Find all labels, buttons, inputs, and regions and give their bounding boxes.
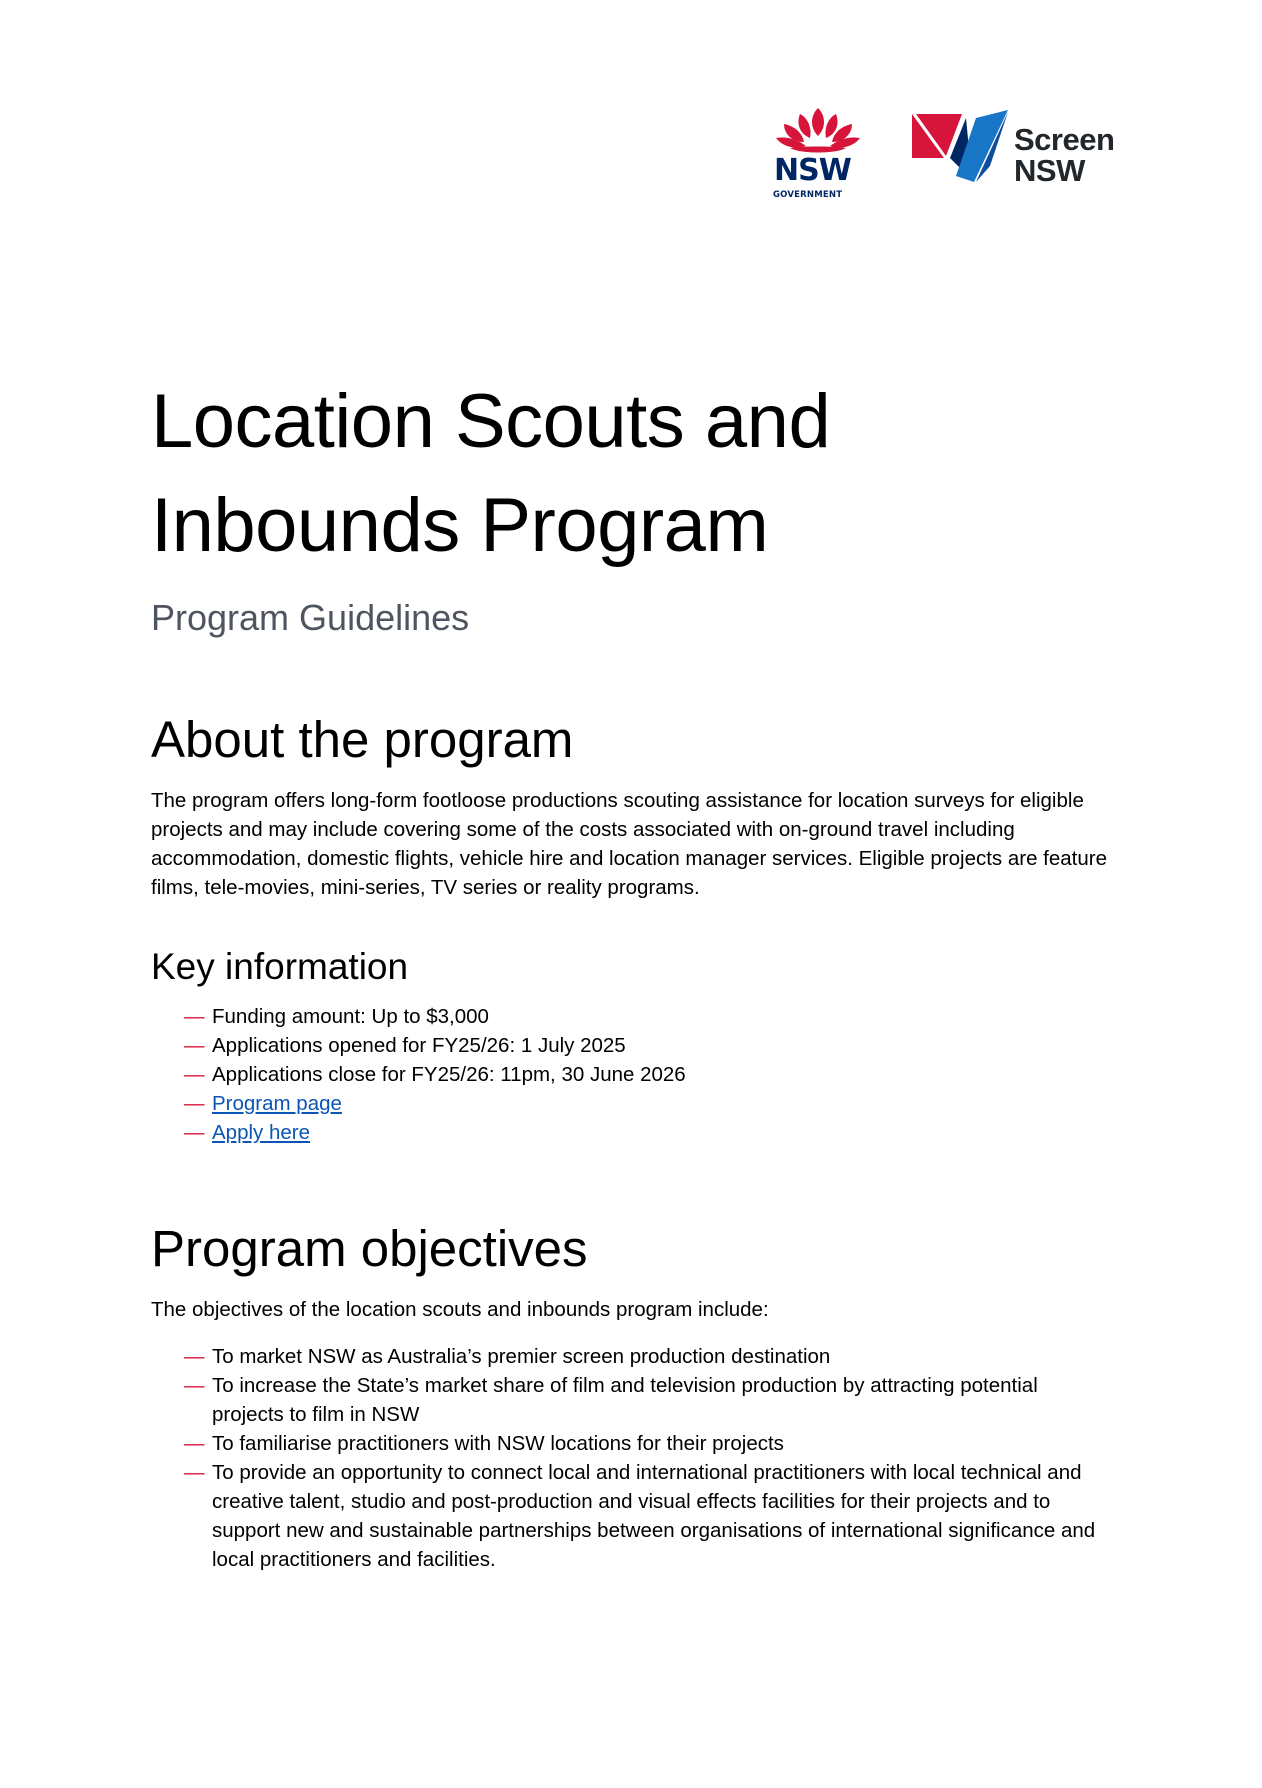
list-item: [151, 1371, 1111, 1429]
nsw-wordmark: NSW: [774, 153, 851, 188]
about-heading: About the program: [151, 711, 574, 768]
applications-close: Applications close for FY25/26: 11pm, 30 June 2026: [212, 1063, 686, 1086]
nsw-government-label: GOVERNMENT: [773, 190, 843, 200]
dash-bullet: —: [184, 1374, 205, 1397]
dash-bullet: —: [184, 1034, 205, 1057]
title-line-2: Inbounds Program: [151, 483, 769, 568]
apply-here-link[interactable]: Apply here: [212, 1121, 311, 1144]
key-information-list: [151, 1002, 1111, 1147]
objectives-list: [151, 1342, 1111, 1574]
page-subtitle: Program Guidelines: [151, 597, 470, 638]
screen-nsw-emblem-icon: [910, 110, 1010, 194]
header-logos: [770, 102, 1115, 212]
objective-text: To increase the State’s market share of film and television production by attracting potential projects to film in NSW: [212, 1374, 1038, 1426]
screen-label: Screen: [1014, 122, 1115, 157]
list-item: [151, 1118, 1111, 1147]
objectives-intro: The objectives of the location scouts and inbounds program include:: [151, 1298, 769, 1321]
page-title: [151, 370, 1111, 578]
dash-bullet: —: [184, 1063, 205, 1086]
list-item: [151, 1342, 1111, 1371]
nsw-government-logo: [770, 102, 866, 206]
list-item: [151, 1060, 1111, 1089]
dash-bullet: —: [184, 1345, 205, 1368]
list-item: [151, 1031, 1111, 1060]
about-body: The program offers long-form footloose productions scouting assistance for location surveys for eligible projects and may include covering some of the costs associated with on-ground travel including accommodation, domestic flights, vehicle hire and location manager services. Eligible projects are feature films, tele-movies, mini-series, TV series or reality programs.: [151, 789, 1108, 899]
list-item: [151, 1089, 1111, 1118]
waratah-icon: [770, 102, 866, 158]
dash-bullet: —: [184, 1092, 205, 1115]
screen-nsw-label: NSW: [1014, 153, 1085, 188]
objective-text: To provide an opportunity to connect local and international practitioners with local technical and creative talent, studio and post-production and visual effects facilities for their projects and to support new and sustainable partnerships between organisations of international significance and local practitioners and facilities.: [212, 1461, 1096, 1571]
objective-text: To familiarise practitioners with NSW locations for their projects: [212, 1432, 784, 1455]
list-item: [151, 1002, 1111, 1031]
dash-bullet: —: [184, 1121, 205, 1144]
document-content: [151, 370, 1111, 1574]
program-page-link[interactable]: Program page: [212, 1092, 342, 1115]
key-information-heading: Key information: [151, 946, 409, 987]
screen-nsw-logo: [910, 110, 1115, 200]
dash-bullet: —: [184, 1005, 205, 1028]
objective-text: To market NSW as Australia’s premier screen production destination: [212, 1345, 831, 1368]
list-item: [151, 1429, 1111, 1458]
screen-nsw-wordmark: [1014, 124, 1114, 186]
dash-bullet: —: [184, 1461, 205, 1484]
objectives-heading: Program objectives: [151, 1220, 588, 1277]
list-item: [151, 1458, 1111, 1574]
dash-bullet: —: [184, 1432, 205, 1455]
funding-amount: Funding amount: Up to $3,000: [212, 1005, 489, 1028]
title-line-1: Location Scouts and: [151, 379, 831, 464]
applications-opened: Applications opened for FY25/26: 1 July 2025: [212, 1034, 626, 1057]
